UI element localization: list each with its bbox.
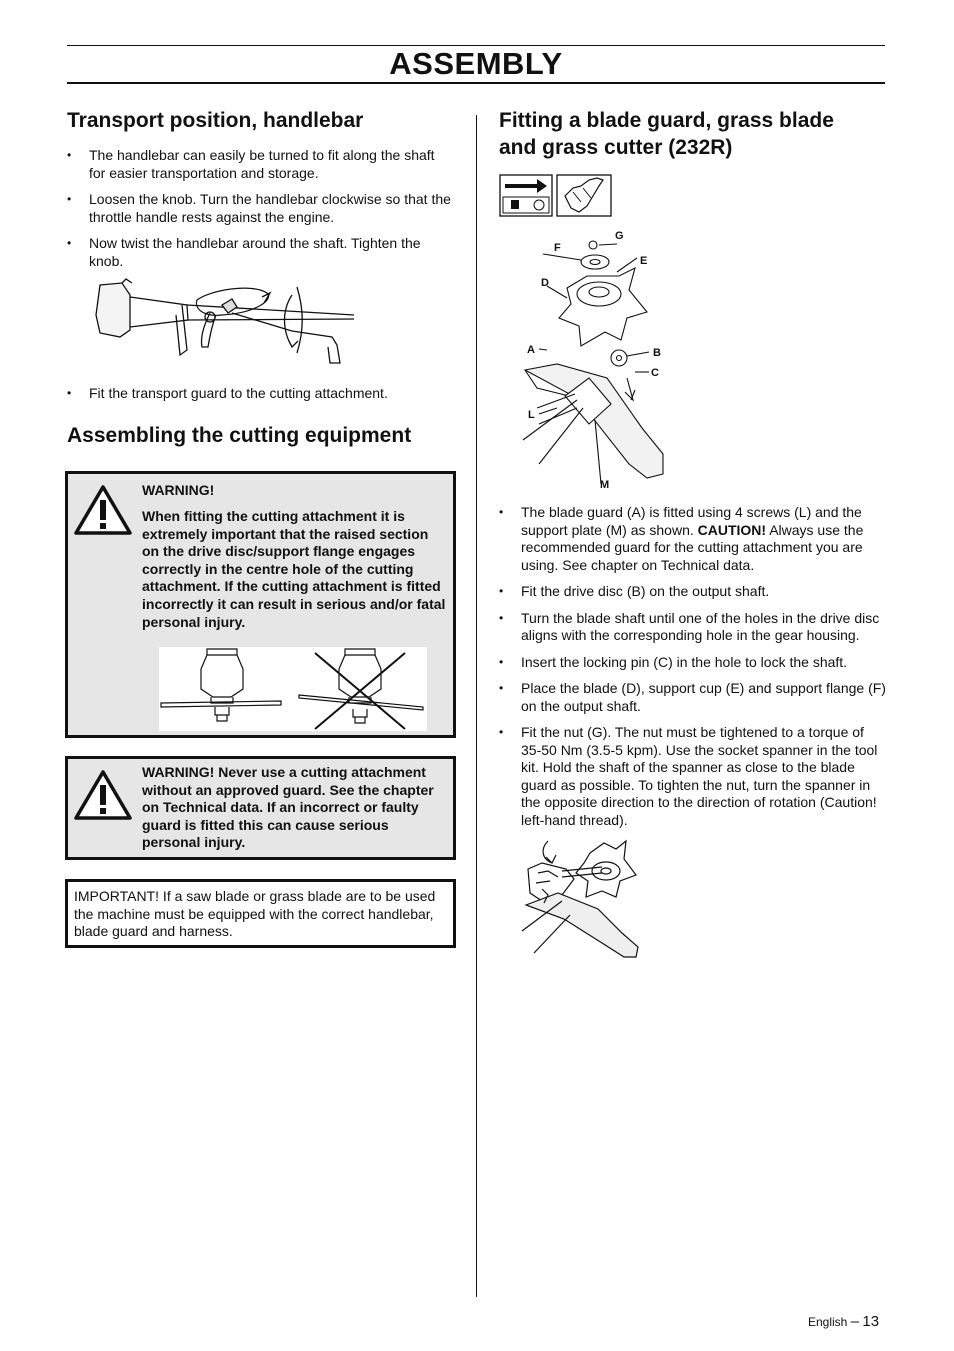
- fitting-bullet-5: • Place the blade (D), support cup (E) and support flange (F) on the output shaft.: [499, 680, 887, 715]
- transport-bullet-1: • The handlebar can easily be turned to fit along the shaft for easier transportation and storage.: [67, 147, 452, 182]
- footer-dash: –: [850, 1313, 860, 1330]
- transport-bullet-3: • Now twist the handlebar around the shaft. Tighten the knob.: [67, 235, 452, 270]
- caution-label: CAUTION!: [697, 521, 767, 538]
- nut-tightening-illustration: [518, 835, 648, 960]
- label-b: B: [653, 347, 661, 359]
- page-footer: [808, 1313, 879, 1330]
- label-a: A: [527, 344, 535, 356]
- warning-1-text: When fitting the cutting attachment it is extremely important that the raised section on the drive disc/support flange engages correctly in the centre hole of the cutting attachment. If the cutting attachment is fitted incorrectly it can result in serious and/or fatal personal injury.: [142, 508, 446, 630]
- footer-language: English: [808, 1315, 848, 1329]
- glove-icon: [557, 175, 611, 216]
- fitting-bullet-1: • The blade guard (A) is fitted using 4 screws (L) and the support plate (M) as shown. CAUTION! Always use the recommended guard for the cutting attachment you are using. See chapter on Technical data.: [499, 504, 887, 574]
- label-l: L: [528, 409, 535, 421]
- label-m: M: [600, 479, 610, 491]
- arrow-tool-icon: [500, 175, 552, 216]
- warning-triangle-icon: [73, 769, 133, 821]
- label-f: F: [554, 242, 561, 254]
- warning-box-2: [65, 756, 456, 860]
- label-c: C: [651, 367, 659, 379]
- assembling-heading: Assembling the cutting equipment: [67, 424, 412, 447]
- fitting-heading: [499, 107, 889, 161]
- warning-1-title: WARNING!: [142, 482, 215, 498]
- important-note-box: [65, 879, 456, 948]
- handlebar-illustration: [92, 275, 362, 365]
- label-d: D: [541, 277, 549, 289]
- label-e: E: [640, 255, 648, 267]
- page-header: [67, 45, 885, 84]
- tool-pictograms: [499, 174, 613, 217]
- blade-fit-illustration: [159, 647, 427, 731]
- warning-box-1: [65, 471, 456, 738]
- transport-bullet-list: [67, 147, 452, 279]
- fitting-bullet-list: [499, 504, 887, 838]
- important-note-text: IMPORTANT! If a saw blade or grass blade are to be used the machine must be equipped with the correct handlebar, blade guard and harness.: [74, 888, 436, 939]
- page-number: 13: [862, 1313, 880, 1330]
- warning-triangle-icon: [73, 484, 133, 536]
- fitting-bullet-2: • Fit the drive disc (B) on the output shaft.: [499, 583, 887, 601]
- fitting-bullet-3: • Turn the blade shaft until one of the holes in the drive disc aligns with the corresponding hole in the gear housing.: [499, 610, 887, 645]
- page-title: ASSEMBLY: [389, 46, 563, 81]
- label-g: G: [615, 230, 624, 242]
- transport-heading: Transport position, handlebar: [67, 109, 364, 132]
- transport-bullet-2: • Loosen the knob. Turn the handlebar clockwise so that the throttle handle rests against the engine.: [67, 191, 452, 226]
- column-divider: [476, 115, 477, 1297]
- fitting-bullet-4: • Insert the locking pin (C) in the hole to lock the shaft.: [499, 654, 887, 672]
- transport-bullet-list-2: [67, 385, 452, 412]
- blade-assembly-exploded-diagram: [517, 228, 677, 493]
- fitting-heading-line-2: and grass cutter (232R): [499, 136, 733, 159]
- transport-bullet-4: • Fit the transport guard to the cutting attachment.: [67, 385, 452, 403]
- warning-2-text: WARNING! Never use a cutting attachment without an approved guard. See the chapter on Technical data. If an incorrect or faulty guard is fitted this can cause serious personal injury.: [142, 764, 434, 851]
- fitting-heading-line-1: Fitting a blade guard, grass blade: [499, 109, 834, 132]
- fitting-bullet-6: • Fit the nut (G). The nut must be tightened to a torque of 35-50 Nm (3.5-5 kpm). Use the socket spanner in the tool kit. Hold the shaft of the spanner as close to the blade guard as possible. To tighten the nut, turn the spanner in the opposite direction to the direction of rotation (Caution! left-hand thread).: [499, 724, 887, 829]
